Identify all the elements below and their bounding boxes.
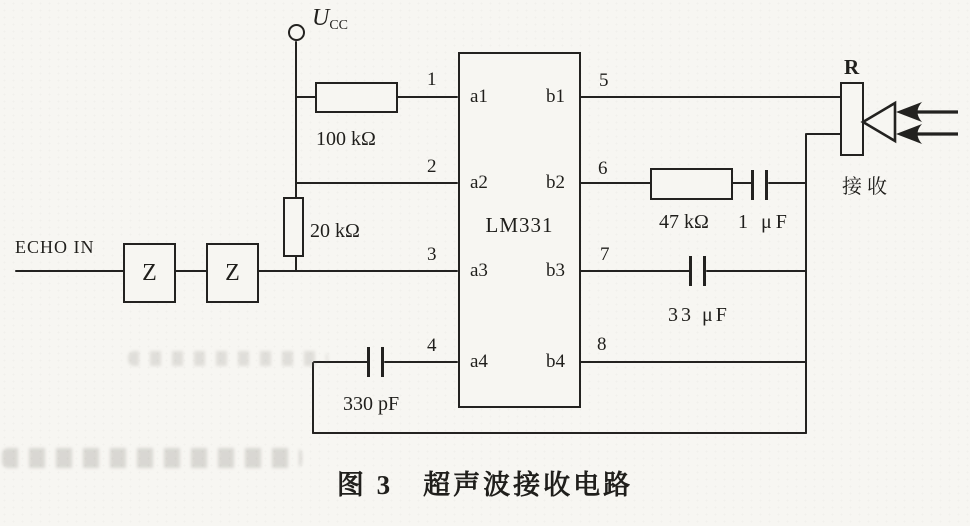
- pin-number-7: 7: [600, 244, 610, 265]
- ic-pin-a1: a1: [470, 86, 488, 107]
- echo-in-label: ECHO IN: [15, 237, 95, 257]
- wire-47k-to-cap: [731, 182, 752, 184]
- wire-cap1uf-out: [768, 182, 807, 184]
- ic-pin-b2: b2: [546, 172, 565, 193]
- wire-pin4-right: [384, 361, 458, 363]
- resistor-20k-value: 20 kΩ: [310, 220, 360, 242]
- pin-number-4: 4: [427, 335, 437, 356]
- wire-cap33uf-out: [706, 270, 807, 272]
- cap-1uf-value: 1 μF: [738, 211, 791, 233]
- resistor-100k-value: 100 kΩ: [316, 128, 376, 150]
- ucc-subscript: CC: [329, 18, 349, 34]
- pin-number-2: 2: [427, 156, 437, 177]
- z-block-1: [123, 243, 176, 303]
- cap-33uf-plate-left: [689, 256, 692, 286]
- cap-33uf-value: 33 μF: [668, 304, 730, 326]
- ucc-symbol: U: [312, 5, 330, 31]
- cap-330pf-plate-right: [381, 347, 384, 377]
- wire-ucc-drop-upper: [295, 41, 297, 198]
- ic-pin-b3: b3: [546, 260, 565, 281]
- ic-pin-a4: a4: [470, 351, 488, 372]
- cap-33uf-plate-right: [703, 256, 706, 286]
- resistor-47k-body: [650, 168, 733, 200]
- pin-number-6: 6: [598, 158, 608, 179]
- wire-pin6: [580, 182, 651, 184]
- scan-ghost-mark: [128, 351, 328, 366]
- cap-1uf-plate-right: [765, 170, 768, 200]
- pin-number-3: 3: [427, 244, 437, 265]
- wire-pin8: [580, 361, 807, 363]
- scan-ghost-text: [2, 448, 302, 468]
- wire-pin5: [580, 96, 841, 98]
- pin-number-5: 5: [599, 70, 609, 91]
- transducer-label: R: [844, 55, 860, 79]
- ic-lm331-name: LM331: [485, 213, 554, 237]
- pin-number-1: 1: [427, 69, 437, 90]
- resistor-47k-value: 47 kΩ: [659, 211, 709, 233]
- wire-transducer-lower-stub: [806, 133, 841, 135]
- z-block-2: [206, 243, 259, 303]
- z-block-2-label: Z: [225, 259, 240, 286]
- incoming-wave-arrows-icon: [888, 97, 964, 149]
- transducer-caption: 接收: [842, 176, 892, 198]
- figure-caption: 图 3 超声波接收电路: [336, 470, 634, 500]
- ucc-terminal-circle: [288, 24, 305, 41]
- ucc-label: [312, 6, 348, 33]
- resistor-20k-body: [283, 197, 304, 257]
- ic-pin-a2: a2: [470, 172, 488, 193]
- wire-right-vertical: [805, 133, 807, 434]
- wire-stub-100k: [296, 96, 317, 98]
- resistor-100k-body: [315, 82, 398, 113]
- cap-330pf-value: 330 pF: [343, 393, 400, 415]
- wire-bottom-rail: [312, 432, 807, 434]
- wire-330pf-loop-vertical: [312, 362, 314, 434]
- z-block-1-label: Z: [142, 259, 157, 286]
- cap-330pf-plate-left: [367, 347, 370, 377]
- pin-number-8: 8: [597, 334, 607, 355]
- wire-pin2: [295, 182, 458, 184]
- wire-pin1: [395, 96, 458, 98]
- wire-pin7: [580, 270, 690, 272]
- ic-pin-b1: b1: [546, 86, 565, 107]
- ic-pin-a3: a3: [470, 260, 488, 281]
- cap-1uf-plate-left: [751, 170, 754, 200]
- ic-pin-b4: b4: [546, 351, 565, 372]
